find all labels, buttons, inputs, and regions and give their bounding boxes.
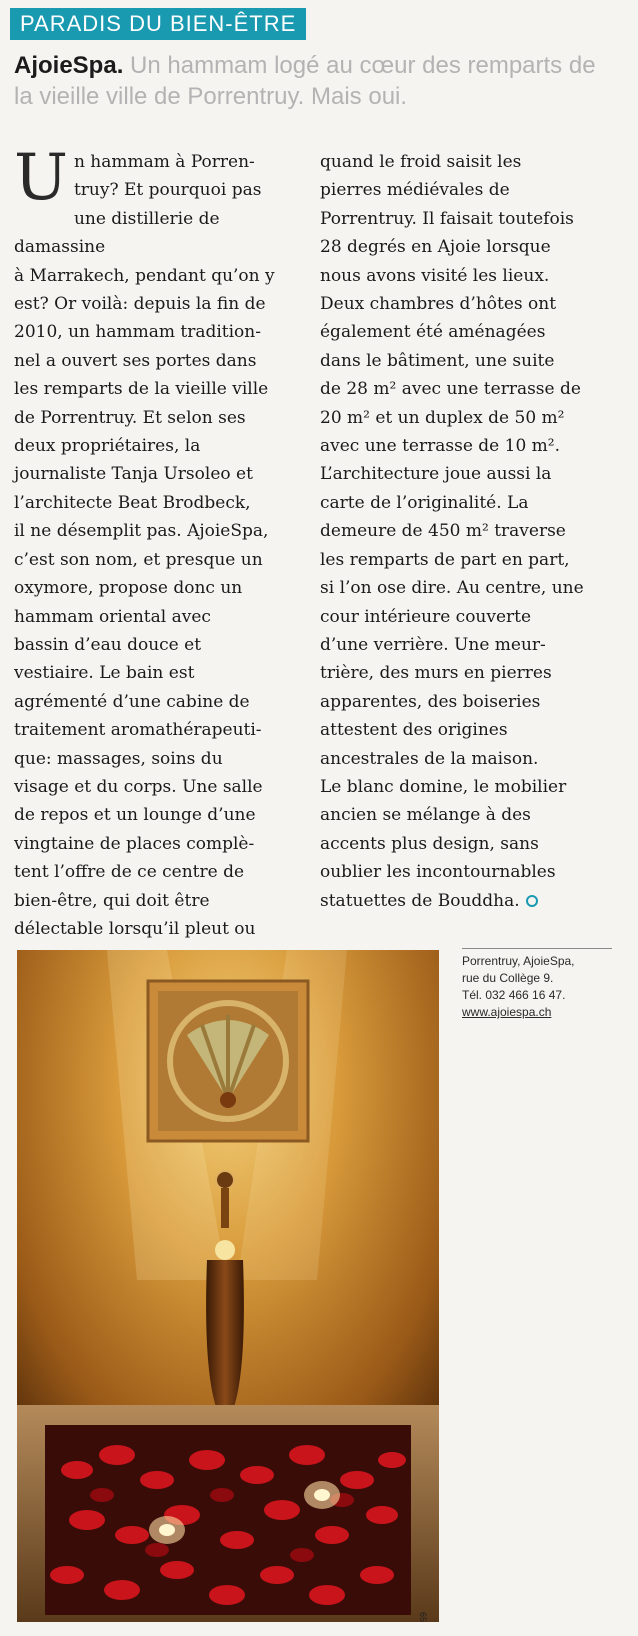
circle-endmark-icon (526, 895, 538, 907)
article-column-left (14, 141, 294, 943)
photo-caption (462, 948, 612, 1021)
hammam-photo (17, 950, 439, 1622)
article-lead (14, 50, 614, 112)
left-column-text: n hammam à Porren- truy? Et pourquoi pas une distillerie de damassine à Marrakech, pendant qu’on y est? Or voilà: depuis la fin de 2010, un hammam tradition- nel a ouvert ses portes dans les remparts de la vieille ville de Porrentruy. Et selon ses deux propriétaires, la journaliste Tanja Ursoleo et l’architecte Beat Brodbeck, il ne désemplit pas. AjoieSpa, c’est son nom, et presque un oxymore, propose donc un hammam oriental avec bassin d’eau douce et vestiaire. Le bain est agrémenté d’une cabine de traitement aromathérapeuti- que: massages, soins du visage et du corps. Une salle de repos et un lounge d’une vingtaine de places complè- tent l’offre de ce centre de bien-être, qui doit être délectable lorsqu’il pleut ou (14, 152, 275, 939)
lead-brand: AjoieSpa. (14, 52, 124, 79)
right-column-text: quand le froid saisit les pierres médiévales de Porrentruy. Il faisait toutefois 28 degrés en Ajoie lorsque nous avons visité les lieux. Deux chambres d’hôtes ont également été aménagées dans le bâtiment, une suite de 28 m² avec une terrasse de 20 m² et un duplex de 50 m² avec une terrasse de 10 m². L’architecture joue aussi la carte de l’originalité. La demeure de 450 m² traverse les remparts de part en part, si l’on ose dire. Au centre, une cour intérieure couverte d’une verrière. Une meur- trière, des murs en pierres apparentes, des boiseries attestent des origines ancestrales de la maison. Le blanc domine, le mobilier ancien se mélange à des accents plus design, sans oublier les incontournables statuettes de Bouddha. (320, 152, 584, 911)
candle-right (304, 1481, 340, 1509)
hammam-photo-illustration (17, 950, 439, 1622)
caption-url[interactable]: www.ajoiespa.ch (462, 1005, 552, 1019)
decorative-tile (148, 981, 308, 1141)
caption-address: Porrentruy, AjoieSpa, rue du Collège 9. Tél. 032 466 16 47. (462, 954, 575, 1002)
section-rubric: PARADIS DU BIEN-ÊTRE (10, 8, 306, 40)
article-column-right (320, 148, 600, 915)
dropcap: U (14, 141, 68, 215)
lead-text: Un hammam logé au cœur des remparts de la vieille ville de Porrentruy. Mais oui. (14, 52, 596, 110)
page-number: 65 (418, 1612, 428, 1623)
candle-left (149, 1516, 185, 1544)
